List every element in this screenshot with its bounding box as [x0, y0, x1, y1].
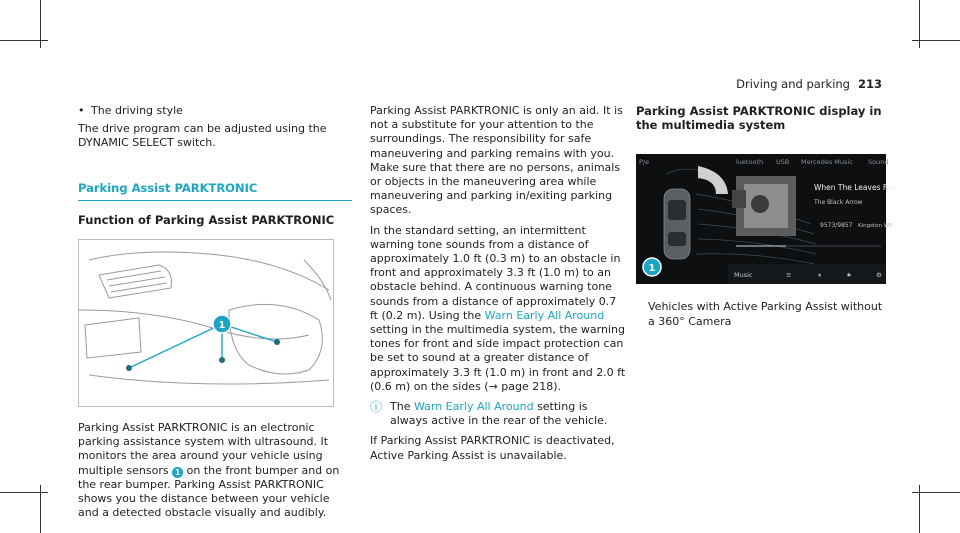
tip-note: ⓘ The Warn Early All Around setting is always active in the rear of the vehicle.	[370, 400, 608, 428]
crop-mark	[912, 40, 960, 41]
figure-badge: 1	[218, 320, 226, 332]
tip-icon: ⓘ	[370, 400, 383, 415]
crop-mark	[0, 40, 48, 41]
warn-early-link[interactable]: Warn Early All Around	[413, 400, 534, 414]
page-number: 213	[857, 77, 882, 91]
bullet-icon: •	[78, 104, 85, 117]
column-2	[370, 104, 626, 469]
track-counter: 9573/9857	[820, 222, 853, 230]
crop-mark	[912, 492, 960, 493]
tab-label: luetooth	[736, 158, 764, 167]
pause-icon: ⏸	[818, 271, 822, 280]
warning-tone-paragraph: In the standard setting, an intermittent warning tone sounds from a distance of approximately 1.0 ft (0.3 m) to an obstacle in front and approximately 3.3 ft (1.0 m) to an obstacle behind. A continuous warning tone sounds from a distance of approximately 0.7 ft (0.2 m). Using the Warn Early All Around setting in the multimedia system, the warning tones for front and side impact protection can be set to sound at a greater distance of approximately 3.3 ft (1.0 m) in front and 2.0 ft (0.6 m) on the sides (→ page 218).	[370, 223, 626, 393]
station-name: Kingston W5	[858, 223, 893, 230]
warn-early-link[interactable]: Warn Early All Around	[484, 308, 605, 322]
bullet-item: • The driving style	[78, 104, 183, 117]
tab-label: Mercedes Music	[801, 158, 853, 167]
description-paragraph: Parking Assist PARKTRONIC is an electronic parking assistance system with ultrasound. It monitors the area around your vehicle using multiple sensors 1 on the front bumper and on the rear bumper. Parking Assist PARKTRONIC shows you the distance between your vehicle and a detected obstacle visually and audibly.	[78, 421, 340, 520]
multimedia-screen	[636, 154, 896, 284]
screen-badge: 1	[648, 263, 656, 275]
column-1	[78, 104, 352, 526]
header-section: Driving and parking	[736, 77, 850, 91]
star-icon: ★	[846, 271, 852, 280]
deactivated-paragraph: If Parking Assist PARKTRONIC is deactivated, Active Parking Assist is unavailable.	[370, 434, 615, 462]
aid-paragraph: Parking Assist PARKTRONIC is only an aid. It is not a substitute for your attention to the surroundings. The responsibility for safe maneuvering and parking remains with you. Make sure that there are no persons, animals or objects in the maneuvering area while maneuvering and parking in/exiting parking spaces.	[370, 104, 623, 217]
tab-label: USB	[776, 158, 790, 167]
song-title: When The Leaves Fall	[814, 183, 896, 193]
section-title: Parking Assist PARKTRONIC	[78, 181, 352, 201]
artist-name: The Black Arrow	[814, 199, 863, 207]
list-icon: ≡	[786, 271, 792, 280]
page-header	[736, 77, 882, 91]
column-3	[636, 104, 896, 329]
bumper-sensor-figure	[78, 239, 334, 407]
sensor-badge: 1	[172, 467, 183, 478]
intro-paragraph: The drive program can be adjusted using the DYNAMIC SELECT switch.	[78, 122, 327, 150]
display-title: Parking Assist PARKTRONIC display in the multimedia system	[636, 104, 882, 133]
figure-caption: Vehicles with Active Parking Assist without a 360° Camera	[648, 300, 883, 328]
crop-mark	[0, 492, 48, 493]
parktronic-display	[636, 154, 896, 284]
bumper-illustration	[79, 240, 333, 406]
tab-label: P/e	[639, 158, 650, 167]
subsection-title: Function of Parking Assist PARKTRONIC	[78, 212, 335, 227]
music-label: Music	[734, 271, 753, 280]
gear-icon: ⚙	[876, 271, 882, 280]
tab-label: Sound	[868, 158, 889, 167]
